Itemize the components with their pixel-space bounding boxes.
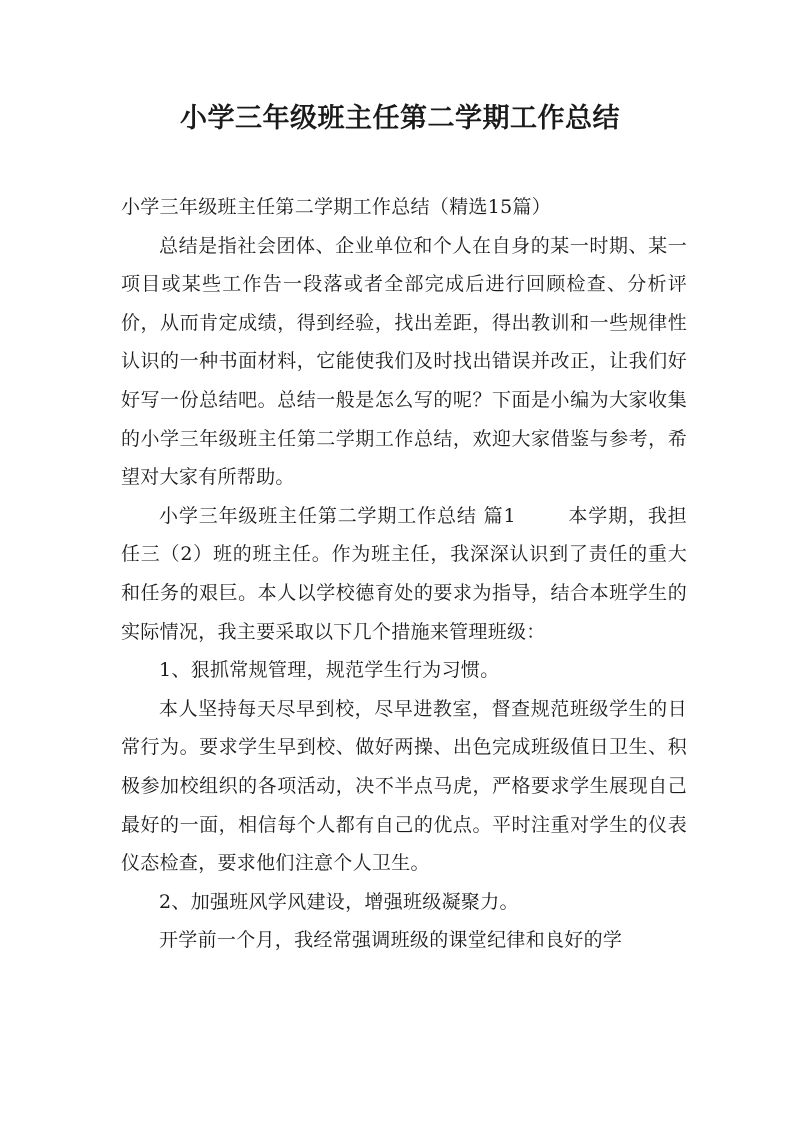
document-body bbox=[121, 188, 687, 960]
point1-heading: 1、狠抓常规管理，规范学生行为习惯。 bbox=[159, 659, 500, 682]
point2-heading: 2、加强班风学风建设，增强班级凝聚力。 bbox=[159, 890, 519, 913]
document-title: 小学三年级班主任第二学期工作总结 bbox=[180, 103, 620, 134]
point2-body: 开学前一个月，我经常强调班级的课堂纪律和良好的学 bbox=[159, 929, 623, 952]
document-subtitle: 小学三年级班主任第二学期工作总结（精选15篇） bbox=[121, 196, 552, 218]
point1-body: 本人坚持每天尽早到校，尽早进教室，督查规范班级学生的日常行为。要求学生早到校、做好两操、出色完成班级值日卫生、积极参加校组织的各项活动，决不半点马虎，严格要求学生展现自己最好的一面，相信每个人都有自己的优点。平时注重对学生的仪表仪态检查，要求他们注意个人卫生。 bbox=[121, 697, 687, 875]
section1-opening: 本学期，我担任三（2）班的班主任。作为班主任，我深深认识到了责任的重大和任务的艰巨。本人以学校德育处的要求为指导，结合本班学生的实际情况，我主要采取以下几个措施来管理班级： bbox=[121, 504, 687, 643]
intro-paragraph: 总结是指社会团体、企业单位和个人在自身的某一时期、某一项目或某些工作告一段落或者全部完成后进行回顾检查、分析评价，从而肯定成绩，得到经验，找出差距，得出教训和一些规律性认识的一种书面材料，它能使我们及时找出错误并改正，让我们好好写一份总结吧。总结一般是怎么写的呢？下面是小编为大家收集的小学三年级班主任第二学期工作总结，欢迎大家借鉴与参考，希望对大家有所帮助。 bbox=[121, 234, 687, 489]
section1-heading: 小学三年级班主任第二学期工作总结 篇1 bbox=[159, 504, 516, 527]
section1-paragraph bbox=[121, 497, 687, 651]
